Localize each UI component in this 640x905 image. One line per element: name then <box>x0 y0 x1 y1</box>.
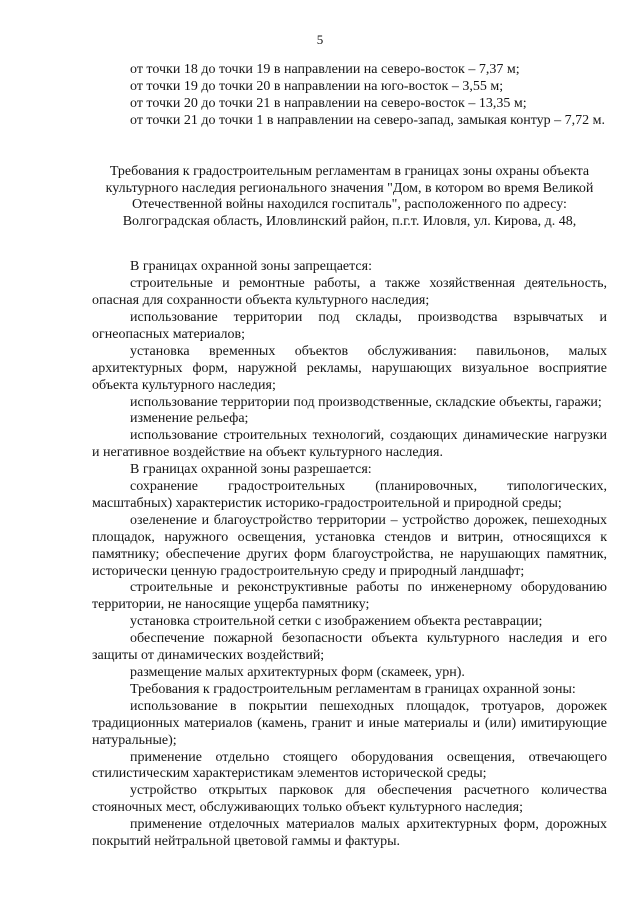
page-number: 5 <box>316 32 324 47</box>
allowed-item: размещение малых архитектурных форм (скамеек, урн). <box>130 665 465 680</box>
requirements-item: использование в покрытии пешеходных площадок, тротуаров, дорожек традиционных материалов (камень, гранит и иные материалы и (или) имитирующие натуральные); <box>92 698 607 748</box>
prohibited-heading: В границах охранной зоны запрещается: <box>130 259 372 275</box>
requirements-heading: Требования к градостроительным регламентам в границах охранной зоны: <box>130 681 576 697</box>
prohibited-item: установка временных объектов обслуживания: павильонов, малых архитектурных форм, наружной рекламы, нарушающих визуальное восприятие объекта культурного наследия; <box>92 343 607 393</box>
allowed-item: сохранение градостроительных (планировочных, типологических, масштабных) характеристик историко-градостроительной и природной среды; <box>92 479 607 511</box>
allowed-heading: В границах охранной зоны разрешается: <box>130 462 372 478</box>
allowed-item: обеспечение пожарной безопасности объекта культурного наследия и его защиты от динамических воздействий; <box>92 631 607 664</box>
prohibited-item: изменение рельефа; <box>130 411 249 427</box>
allowed-item: установка строительной сетки с изображением объекта реставрации; <box>130 614 543 630</box>
boundary-segment: от точки 21 до точки 1 в направлении на северо-запад, замыкая контур – 7,72 м. <box>130 112 606 128</box>
document-body <box>92 62 607 851</box>
prohibited-item: строительные и ремонтные работы, а также хозяйственная деятельность, опасная для сохранности объекта культурного наследия; <box>92 276 607 309</box>
section-title: Требования к градостроительным регламентам в границах зоны охраны объекта культурного наследия регионального значения "Дом, в котором во время Великой Отечественной войны находился госпиталь", расположенного по адресу: Волгоградская область, Иловлинский район, п.г.т. Иловля, ул. Кирова, д. 48, <box>105 163 594 230</box>
prohibited-item: использование территории под склады, производства взрывчатых и огнеопасных материалов; <box>92 309 607 342</box>
allowed-item: озеленение и благоустройство территории – устройство дорожек, пешеходных площадок, наружного освещения, установка стендов и витрин, относящихся к памятнику; обеспечение других форм благоустройства, не нарушающих памятник, исторически ценную градостроительную среду и природный ландшафт; <box>92 512 607 579</box>
prohibited-item: использование территории под производственные, складские объекты, гаражи; <box>130 394 602 410</box>
requirements-item: применение отдельно стоящего оборудования освещения, отвечающего стилистическим характеристикам элементов исторической среды; <box>92 749 607 782</box>
allowed-item: строительные и реконструктивные работы по инженерному оборудованию территории, не наносящие ущерба памятнику; <box>92 580 607 613</box>
prohibited-item: использование строительных технологий, создающих динамические нагрузки и негативное воздействие на объект культурного наследия. <box>92 428 607 461</box>
requirements-item: устройство открытых парковок для обеспечения расчетного количества стояночных мест, обслуживающих только объект культурного наследия; <box>92 783 607 816</box>
boundary-segment: от точки 20 до точки 21 в направлении на северо-восток – 13,35 м; <box>130 95 527 111</box>
boundary-segment: от точки 18 до точки 19 в направлении на северо-восток – 7,37 м; <box>130 62 520 77</box>
requirements-item: применение отделочных материалов малых архитектурных форм, дорожных покрытий нейтральной цветовой гаммы и фактуры. <box>92 817 607 850</box>
boundary-segment: от точки 19 до точки 20 в направлении на юго-восток – 3,55 м; <box>130 78 504 94</box>
